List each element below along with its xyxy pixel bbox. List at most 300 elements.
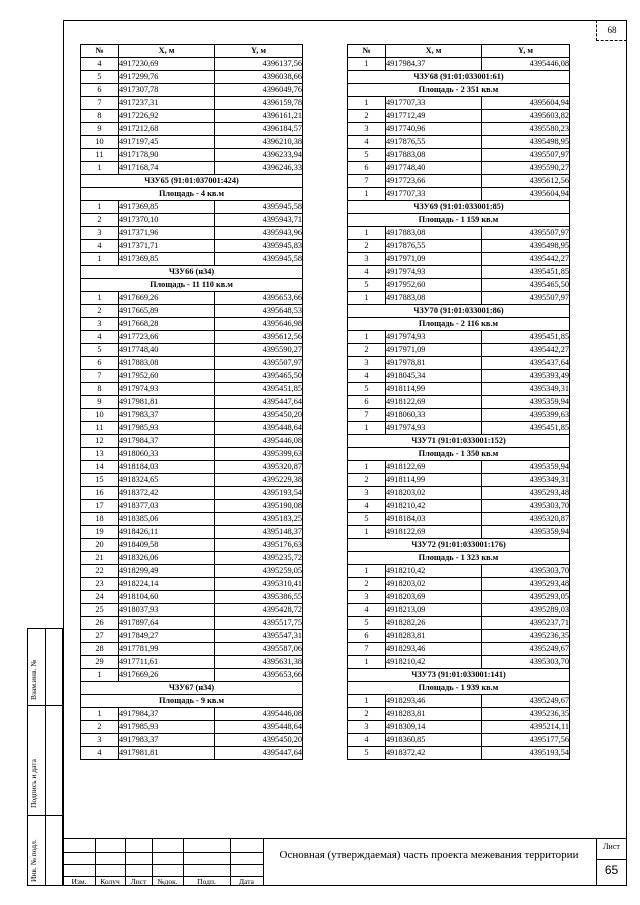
y-coordinate: 4395451,85 <box>482 331 570 344</box>
point-number: 12 <box>81 435 119 448</box>
table-row <box>348 279 570 292</box>
point-number: 4 <box>348 500 386 513</box>
point-number: 3 <box>348 357 386 370</box>
y-coordinate: 4395612,56 <box>482 175 570 188</box>
y-coordinate: 4395177,56 <box>482 734 570 747</box>
x-coordinate: 4918210,42 <box>386 656 482 669</box>
y-coordinate: 4395943,96 <box>215 227 303 240</box>
table-row <box>348 58 570 71</box>
point-number: 27 <box>81 630 119 643</box>
y-coordinate: 4395447,64 <box>215 747 303 760</box>
y-coordinate: 4395229,38 <box>215 474 303 487</box>
y-coordinate: 4395237,71 <box>482 617 570 630</box>
point-number: 5 <box>81 344 119 357</box>
point-number: 15 <box>81 474 119 487</box>
point-number: 26 <box>81 617 119 630</box>
point-number: 3 <box>348 591 386 604</box>
point-number: 5 <box>348 279 386 292</box>
section-row <box>348 71 570 84</box>
table-row <box>81 331 303 344</box>
table-row <box>81 253 303 266</box>
x-coordinate: 4918309,14 <box>386 721 482 734</box>
x-coordinate: 4918122,69 <box>386 396 482 409</box>
point-number: 4 <box>348 604 386 617</box>
y-coordinate: 4395587,06 <box>215 643 303 656</box>
x-coordinate: 4917197,45 <box>119 136 215 149</box>
point-number: 6 <box>81 84 119 97</box>
x-coordinate: 4917168,74 <box>119 162 215 175</box>
point-number: 9 <box>81 123 119 136</box>
x-coordinate: 4917978,81 <box>386 357 482 370</box>
table-row <box>81 357 303 370</box>
y-coordinate: 4395442,27 <box>482 253 570 266</box>
x-coordinate: 4917883,08 <box>386 149 482 162</box>
table-row <box>81 656 303 669</box>
x-coordinate: 4917237,31 <box>119 97 215 110</box>
point-number: 10 <box>81 136 119 149</box>
x-coordinate: 4917707,33 <box>386 188 482 201</box>
x-coordinate: 4917984,37 <box>386 58 482 71</box>
table-row <box>348 162 570 175</box>
point-number: 4 <box>81 747 119 760</box>
table-row <box>348 487 570 500</box>
x-coordinate: 4918213,09 <box>386 604 482 617</box>
table-row <box>81 552 303 565</box>
x-coordinate: 4917883,08 <box>119 357 215 370</box>
y-coordinate: 4395448,64 <box>215 422 303 435</box>
tb-col-podp: Подп. <box>197 877 216 886</box>
x-coordinate: 4917876,55 <box>386 240 482 253</box>
section-row <box>348 435 570 448</box>
point-number: 2 <box>81 305 119 318</box>
point-number: 3 <box>81 734 119 747</box>
point-number: 25 <box>81 604 119 617</box>
y-coordinate: 4396233,94 <box>215 149 303 162</box>
point-number: 3 <box>348 123 386 136</box>
table-row <box>348 357 570 370</box>
point-number: 19 <box>81 526 119 539</box>
x-coordinate: 4917723,66 <box>119 331 215 344</box>
y-coordinate: 4395447,64 <box>215 396 303 409</box>
coordinates-table-right <box>347 44 570 760</box>
x-coordinate: 4917711,61 <box>119 656 215 669</box>
x-coordinate: 4917981,81 <box>119 396 215 409</box>
y-coordinate: 4395498,95 <box>482 136 570 149</box>
header-num: № <box>348 45 386 58</box>
table-row <box>81 409 303 422</box>
table-row <box>81 448 303 461</box>
y-coordinate: 4395945,58 <box>215 201 303 214</box>
table-row <box>81 201 303 214</box>
y-coordinate: 4395359,94 <box>482 396 570 409</box>
x-coordinate: 4917723,66 <box>386 175 482 188</box>
section-row <box>81 695 303 708</box>
x-coordinate: 4917971,09 <box>386 344 482 357</box>
y-coordinate: 4395451,85 <box>482 422 570 435</box>
y-coordinate: 4395437,64 <box>482 357 570 370</box>
section-title: ЧЗУ72 (91:01:033001:176) <box>348 539 570 552</box>
table-row <box>81 461 303 474</box>
point-number: 28 <box>81 643 119 656</box>
y-coordinate: 4396137,56 <box>215 58 303 71</box>
y-coordinate: 4395235,72 <box>215 552 303 565</box>
point-number: 1 <box>81 162 119 175</box>
table-row <box>348 708 570 721</box>
point-number: 6 <box>348 630 386 643</box>
tb-col-data: Дата <box>239 877 254 886</box>
y-coordinate: 4395646,98 <box>215 318 303 331</box>
header-y: Y, м <box>482 45 570 58</box>
section-title: Площадь - 11 110 кв.м <box>81 279 303 292</box>
x-coordinate: 4918122,69 <box>386 461 482 474</box>
point-number: 4 <box>81 331 119 344</box>
y-coordinate: 4395446,08 <box>215 708 303 721</box>
y-coordinate: 4395465,50 <box>482 279 570 292</box>
table-row <box>81 162 303 175</box>
x-coordinate: 4918224,14 <box>119 578 215 591</box>
y-coordinate: 4395945,58 <box>215 253 303 266</box>
y-coordinate: 4395293,48 <box>482 578 570 591</box>
y-coordinate: 4395945,83 <box>215 240 303 253</box>
section-title: Площадь - 2 116 кв.м <box>348 318 570 331</box>
x-coordinate: 4918060,33 <box>386 409 482 422</box>
y-coordinate: 4395465,50 <box>215 370 303 383</box>
x-coordinate: 4917369,85 <box>119 253 215 266</box>
point-number: 1 <box>81 253 119 266</box>
y-coordinate: 4395214,11 <box>482 721 570 734</box>
x-coordinate: 4918293,46 <box>386 643 482 656</box>
y-coordinate: 4395193,54 <box>215 487 303 500</box>
section-row <box>81 175 303 188</box>
point-number: 1 <box>348 526 386 539</box>
table-row <box>81 513 303 526</box>
table-row <box>81 435 303 448</box>
point-number: 1 <box>81 708 119 721</box>
table-row <box>81 383 303 396</box>
x-coordinate: 4917371,71 <box>119 240 215 253</box>
x-coordinate: 4918409,58 <box>119 539 215 552</box>
point-number: 7 <box>348 175 386 188</box>
header-y: Y, м <box>215 45 303 58</box>
x-coordinate: 4917299,76 <box>119 71 215 84</box>
point-number: 5 <box>81 71 119 84</box>
point-number: 9 <box>81 396 119 409</box>
table-row <box>348 175 570 188</box>
point-number: 29 <box>81 656 119 669</box>
point-number: 17 <box>81 500 119 513</box>
x-coordinate: 4918283,81 <box>386 708 482 721</box>
table-row <box>81 110 303 123</box>
x-coordinate: 4918299,49 <box>119 565 215 578</box>
table-row <box>81 214 303 227</box>
sheet-number: 65 <box>604 863 619 877</box>
table-row <box>348 500 570 513</box>
table-row <box>348 565 570 578</box>
point-number: 23 <box>81 578 119 591</box>
section-title: Площадь - 1 323 кв.м <box>348 552 570 565</box>
table-row <box>348 240 570 253</box>
point-number: 4 <box>81 240 119 253</box>
table-row <box>348 591 570 604</box>
point-number: 10 <box>81 409 119 422</box>
table-row <box>348 344 570 357</box>
y-coordinate: 4395442,27 <box>482 344 570 357</box>
y-coordinate: 4395190,08 <box>215 500 303 513</box>
x-coordinate: 4917971,09 <box>386 253 482 266</box>
section-title: ЧЗУ70 (91:01:033001:86) <box>348 305 570 318</box>
x-coordinate: 4918372,42 <box>119 487 215 500</box>
x-coordinate: 4918324,65 <box>119 474 215 487</box>
y-coordinate: 4396246,33 <box>215 162 303 175</box>
point-number: 1 <box>348 565 386 578</box>
point-number: 4 <box>81 58 119 71</box>
section-title: ЧЗУ71 (91:01:033001:152) <box>348 435 570 448</box>
point-number: 7 <box>348 643 386 656</box>
point-number: 5 <box>348 383 386 396</box>
table-row <box>348 370 570 383</box>
table-row <box>348 526 570 539</box>
table-row <box>81 227 303 240</box>
table-row <box>81 500 303 513</box>
header-x: X, м <box>119 45 215 58</box>
y-coordinate: 4395359,94 <box>482 461 570 474</box>
y-coordinate: 4395603,82 <box>482 110 570 123</box>
x-coordinate: 4918210,42 <box>386 500 482 513</box>
section-row <box>348 214 570 227</box>
point-number: 21 <box>81 552 119 565</box>
y-coordinate: 4395293,48 <box>482 487 570 500</box>
x-coordinate: 4918037,93 <box>119 604 215 617</box>
x-coordinate: 4918184,03 <box>386 513 482 526</box>
section-title: ЧЗУ73 (91:01:033001:141) <box>348 669 570 682</box>
x-coordinate: 4917974,93 <box>119 383 215 396</box>
tb-col-izm: Изм. <box>71 877 87 886</box>
point-number: 2 <box>348 578 386 591</box>
section-title: ЧЗУ66 (н34) <box>81 266 303 279</box>
y-coordinate: 4395293,05 <box>482 591 570 604</box>
table-row <box>348 227 570 240</box>
y-coordinate: 4395428,72 <box>215 604 303 617</box>
table-row <box>348 136 570 149</box>
point-number: 1 <box>348 656 386 669</box>
y-coordinate: 4395193,54 <box>482 747 570 760</box>
sheet-label: Лист <box>603 842 620 851</box>
point-number: 24 <box>81 591 119 604</box>
document-title: Основная (утверждаемая) часть проекта межевания территории <box>279 849 579 861</box>
x-coordinate: 4917668,28 <box>119 318 215 331</box>
x-coordinate: 4917748,40 <box>119 344 215 357</box>
y-coordinate: 4395303,70 <box>482 565 570 578</box>
table-header-row <box>348 45 570 58</box>
x-coordinate: 4918114,99 <box>386 383 482 396</box>
point-number: 3 <box>348 253 386 266</box>
point-number: 2 <box>81 721 119 734</box>
x-coordinate: 4918283,81 <box>386 630 482 643</box>
section-row <box>81 266 303 279</box>
y-coordinate: 4395450,20 <box>215 734 303 747</box>
y-coordinate: 4395289,03 <box>482 604 570 617</box>
section-row <box>81 682 303 695</box>
section-row <box>348 682 570 695</box>
table-row <box>348 331 570 344</box>
section-title: Площадь - 1 939 кв.м <box>348 682 570 695</box>
y-coordinate: 4395393,49 <box>482 370 570 383</box>
table-row <box>348 643 570 656</box>
point-number: 14 <box>81 461 119 474</box>
x-coordinate: 4917952,60 <box>119 370 215 383</box>
table-row <box>81 84 303 97</box>
point-number: 8 <box>81 110 119 123</box>
x-coordinate: 4918203,02 <box>386 487 482 500</box>
section-row <box>81 188 303 201</box>
y-coordinate: 4395547,31 <box>215 630 303 643</box>
point-number: 4 <box>348 266 386 279</box>
table-row <box>81 539 303 552</box>
y-coordinate: 4395448,64 <box>215 721 303 734</box>
x-coordinate: 4917230,69 <box>119 58 215 71</box>
table-row <box>81 487 303 500</box>
x-coordinate: 4918060,33 <box>119 448 215 461</box>
x-coordinate: 4918114,99 <box>386 474 482 487</box>
section-title: Площадь - 2 351 кв.м <box>348 84 570 97</box>
point-number: 2 <box>348 110 386 123</box>
table-row <box>81 240 303 253</box>
point-number: 7 <box>348 409 386 422</box>
y-coordinate: 4395259,05 <box>215 565 303 578</box>
table-row <box>81 669 303 682</box>
x-coordinate: 4917665,89 <box>119 305 215 318</box>
y-coordinate: 4396038,66 <box>215 71 303 84</box>
x-coordinate: 4918377,03 <box>119 500 215 513</box>
point-number: 4 <box>348 136 386 149</box>
x-coordinate: 4918326,06 <box>119 552 215 565</box>
section-row <box>348 669 570 682</box>
x-coordinate: 4917981,81 <box>119 747 215 760</box>
table-row <box>348 123 570 136</box>
x-coordinate: 4917707,33 <box>386 97 482 110</box>
x-coordinate: 4917748,40 <box>386 162 482 175</box>
x-coordinate: 4917974,93 <box>386 331 482 344</box>
y-coordinate: 4395236,35 <box>482 708 570 721</box>
table-row <box>81 344 303 357</box>
table-row <box>81 123 303 136</box>
table-row <box>348 656 570 669</box>
point-number: 5 <box>348 747 386 760</box>
table-row <box>81 292 303 305</box>
table-row <box>81 136 303 149</box>
y-coordinate: 4395303,70 <box>482 656 570 669</box>
table-header-row <box>81 45 303 58</box>
y-coordinate: 4395631,38 <box>215 656 303 669</box>
y-coordinate: 4395507,97 <box>482 149 570 162</box>
y-coordinate: 4395590,27 <box>482 162 570 175</box>
table-row <box>81 422 303 435</box>
y-coordinate: 4395399,63 <box>215 448 303 461</box>
section-row <box>348 552 570 565</box>
x-coordinate: 4917985,93 <box>119 422 215 435</box>
page-label: 68 <box>596 20 627 41</box>
table-row <box>81 734 303 747</box>
y-coordinate: 4395604,94 <box>482 188 570 201</box>
point-number: 1 <box>348 331 386 344</box>
table-row <box>348 734 570 747</box>
x-coordinate: 4918122,69 <box>386 526 482 539</box>
table-row <box>81 526 303 539</box>
table-row <box>348 97 570 110</box>
point-number: 6 <box>348 162 386 175</box>
table-row <box>81 591 303 604</box>
side-inv-replace: Взам.инв. № <box>29 659 38 700</box>
table-row <box>348 721 570 734</box>
table-row <box>348 422 570 435</box>
y-coordinate: 4395653,66 <box>215 292 303 305</box>
table-row <box>81 604 303 617</box>
section-row <box>348 318 570 331</box>
point-number: 2 <box>348 240 386 253</box>
point-number: 1 <box>348 292 386 305</box>
point-number: 1 <box>81 292 119 305</box>
table-row <box>348 617 570 630</box>
y-coordinate: 4395653,66 <box>215 669 303 682</box>
y-coordinate: 4395648,53 <box>215 305 303 318</box>
table-row <box>81 643 303 656</box>
y-coordinate: 4395446,08 <box>215 435 303 448</box>
section-row <box>348 305 570 318</box>
y-coordinate: 4395176,63 <box>215 539 303 552</box>
tb-col-koluch: Колуч <box>100 877 120 886</box>
tb-col-list: Лист <box>130 877 147 886</box>
table-row <box>81 565 303 578</box>
section-title: ЧЗУ69 (91:01:033001:85) <box>348 201 570 214</box>
table-row <box>348 630 570 643</box>
y-coordinate: 4396049,76 <box>215 84 303 97</box>
y-coordinate: 4395349,31 <box>482 383 570 396</box>
table-row <box>348 149 570 162</box>
point-number: 5 <box>348 617 386 630</box>
y-coordinate: 4395580,23 <box>482 123 570 136</box>
y-coordinate: 4395359,94 <box>482 526 570 539</box>
section-title: Площадь - 1 350 кв.м <box>348 448 570 461</box>
table-row <box>81 318 303 331</box>
y-coordinate: 4395517,75 <box>215 617 303 630</box>
y-coordinate: 4395399,63 <box>482 409 570 422</box>
section-row <box>348 448 570 461</box>
table-row <box>81 58 303 71</box>
side-sign-date: Подпись и дата <box>29 759 38 808</box>
x-coordinate: 4918203,69 <box>386 591 482 604</box>
x-coordinate: 4918372,42 <box>386 747 482 760</box>
y-coordinate: 4395349,31 <box>482 474 570 487</box>
x-coordinate: 4917897,64 <box>119 617 215 630</box>
point-number: 6 <box>81 357 119 370</box>
point-number: 4 <box>348 734 386 747</box>
table-row <box>81 578 303 591</box>
table-row <box>348 461 570 474</box>
y-coordinate: 4395236,35 <box>482 630 570 643</box>
table-row <box>81 396 303 409</box>
y-coordinate: 4395148,37 <box>215 526 303 539</box>
x-coordinate: 4917849,27 <box>119 630 215 643</box>
point-number: 2 <box>81 214 119 227</box>
point-number: 1 <box>348 422 386 435</box>
point-number: 1 <box>81 669 119 682</box>
point-number: 11 <box>81 422 119 435</box>
point-number: 3 <box>81 318 119 331</box>
x-coordinate: 4918282,26 <box>386 617 482 630</box>
point-number: 2 <box>348 344 386 357</box>
table-row <box>81 617 303 630</box>
table-row <box>348 474 570 487</box>
